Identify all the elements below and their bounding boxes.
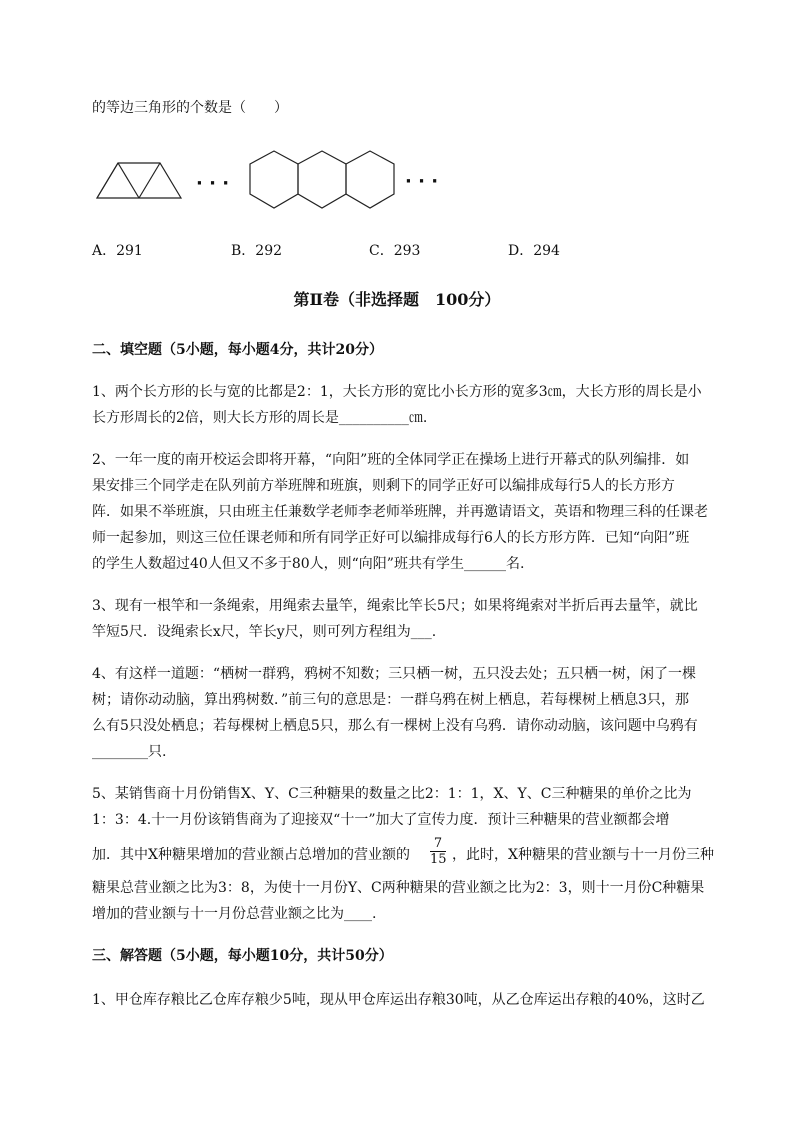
q2-line4: 师一起参加，则这三位任课老师和所有同学正好可以编排成每行6人的长方形方阵．已知“向阳”班	[92, 530, 690, 546]
option-b: B．292	[231, 243, 283, 259]
q5-line4: 糖果总营业额之比为3：8，为使十一月份Y、C两种糖果的营业额之比为2：3，则十一月份C种糖果	[92, 880, 705, 896]
q6-line1: 1、甲仓库存粮比乙仓库存粮少5吨，现从甲仓库运出存粮30吨，从乙仓库运出存粮的40%，这时乙	[92, 992, 705, 1008]
triangle-outline	[97, 163, 181, 198]
q4-line4: ________只.	[92, 744, 167, 760]
fraction-denominator: 15	[430, 852, 447, 867]
option-c: C．293	[369, 243, 421, 259]
q2-line5: 的学生人数超过40人但又不多于80人，则“向阳”班共有学生______名.	[92, 556, 525, 572]
q3-line1: 3、现有一根竿和一条绳索，用绳索去量竿，绳索比竿长5尺；如果将绳索对半折后再去量竿，就比	[92, 598, 698, 614]
q4-line1: 4、有这样一道题：“栖树一群鸦，鸦树不知数；三只栖一树，五只没去处；五只栖一树，闲了一棵	[92, 666, 697, 682]
question-intro-tail: 的等边三角形的个数是（ ）	[92, 100, 288, 116]
pattern-figure	[0, 0, 794, 240]
triangle-edge	[139, 163, 160, 198]
triangle-pattern	[97, 163, 181, 198]
hexagon	[250, 151, 298, 208]
q4-line3: 么有5只没处栖息；若每棵树上栖息5只，那么有一棵树上没有乌鸦．请你动动脑，该问题中乌鸦有	[92, 718, 698, 734]
dots-right: · · ·	[405, 171, 439, 192]
q2-line3: 阵．如果不举班旗，只由班主任兼数学老师李老师举班牌，并再邀请语文，英语和物理三科的任课老	[92, 504, 708, 520]
q2-line1: 2、一年一度的南开校运会即将开幕，“向阳”班的全体同学正在操场上进行开幕式的队列编排．如	[92, 452, 690, 468]
q5-line3-left: 加．其中X种糖果增加的营业额占总增加的营业额的	[92, 847, 410, 863]
triangle-edge	[97, 163, 118, 198]
part2-title: 第Ⅱ卷（非选择题 100分）	[293, 290, 501, 309]
q5-line5: 增加的营业额与十一月份总营业额之比为____.	[92, 906, 377, 922]
q5-line3-right: ，此时，X种糖果的营业额与十一月份三种	[452, 847, 714, 863]
q2-line2: 果安排三个同学走在队列前方举班牌和班旗，则剩下的同学正好可以编排成每行5人的长方形方	[92, 478, 675, 494]
fraction-7-15	[430, 836, 446, 867]
hexagon-pattern	[250, 151, 394, 208]
option-a: A．291	[92, 243, 143, 259]
q4-line2: 树；请你动动脑，算出鸦树数．”前三句的意思是：一群乌鸦在树上栖息，若每棵树上栖息3只，那	[92, 692, 690, 708]
triangle-edge	[118, 163, 139, 198]
dots-left: · · ·	[196, 173, 230, 194]
option-d: D．294	[508, 243, 560, 259]
hexagon	[298, 151, 346, 208]
q3-line2: 竿短5尺．设绳索长x尺，竿长y尺，则可列方程组为___.	[92, 624, 437, 640]
hexagon	[346, 151, 394, 208]
q1-line2: 长方形周长的2倍，则大长方形的周长是__________㎝.	[92, 410, 428, 426]
section2-heading: 二、填空题（5小题，每小题4分，共计20分）	[92, 342, 383, 358]
fraction-numerator: 7	[430, 836, 446, 852]
q5-line2: 1：3：4.十一月份该销售商为了迎接双“十一”加大了宣传力度．预计三种糖果的营业额都会增	[92, 812, 670, 828]
section3-heading: 三、解答题（5小题，每小题10分，共计50分）	[92, 948, 393, 964]
q5-line1: 5、某销售商十月份销售X、Y、C三种糖果的数量之比2：1：1，X、Y、C三种糖果的单价之比为	[92, 786, 692, 802]
q1-line1: 1、两个长方形的长与宽的比都是2：1，大长方形的宽比小长方形的宽多3㎝，大长方形的周长是小	[92, 384, 702, 400]
